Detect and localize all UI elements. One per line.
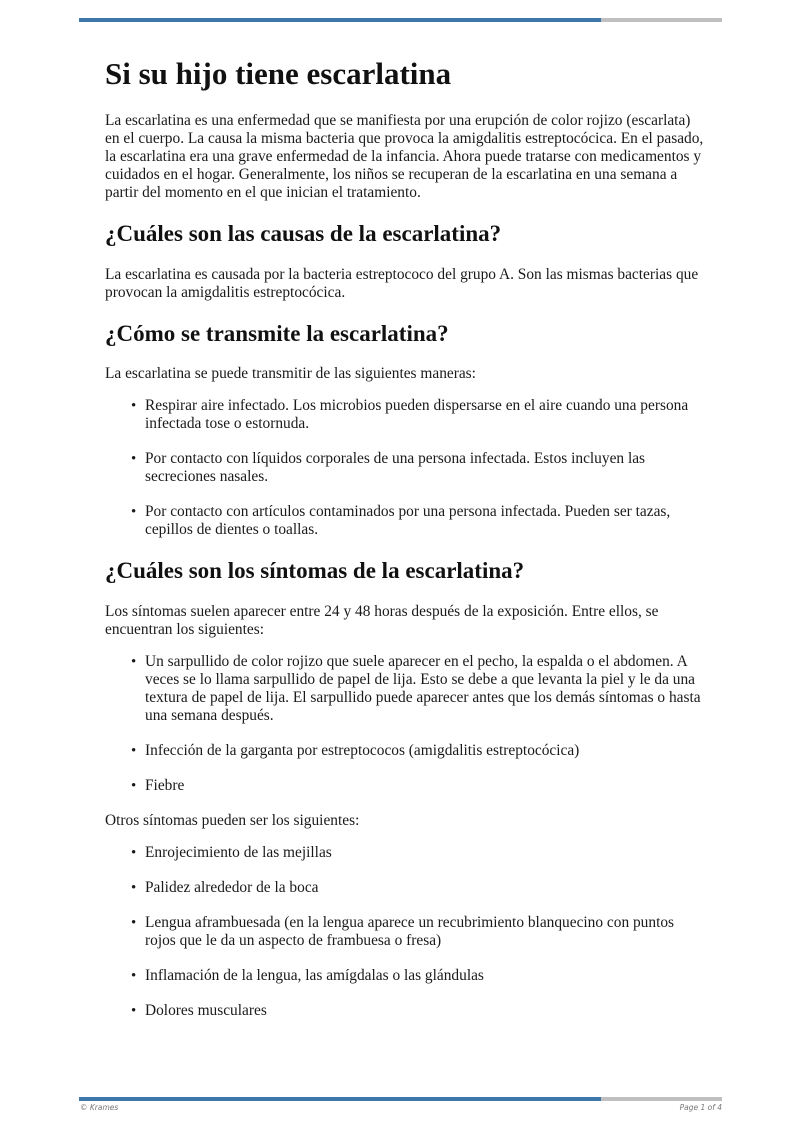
document-body xyxy=(105,55,705,1037)
list-item: • Por contacto con artículos contaminados por una persona infectada. Pueden ser tazas, cepillos de dientes o toallas. xyxy=(145,503,705,539)
list-item: • Inflamación de la lengua, las amígdalas o las glándulas xyxy=(145,967,705,985)
list-item: • Dolores musculares xyxy=(145,1002,705,1020)
section-heading-symptoms: ¿Cuáles son los síntomas de la escarlatina? xyxy=(105,558,525,584)
footer-rule-gray xyxy=(601,1097,722,1101)
section-heading-transmission: ¿Cómo se transmite la escarlatina? xyxy=(105,320,449,346)
section-heading-causes: ¿Cuáles son las causas de la escarlatina? xyxy=(105,221,502,247)
symptoms-list xyxy=(105,653,705,795)
header-rule xyxy=(79,18,722,22)
section-paragraph-symptoms: Los síntomas suelen aparecer entre 24 y 48 horas después de la exposición. Entre ellos, se encuentran los siguientes: xyxy=(105,602,659,638)
header-rule-gray xyxy=(601,18,722,22)
list-item: • Palidez alrededor de la boca xyxy=(145,879,705,897)
footer-rule-accent xyxy=(79,1097,601,1101)
list-item: • Lengua aframbuesada (en la lengua aparece un recubrimiento blanquecino con puntos rojos que le da un aspecto de frambuesa o fresa) xyxy=(145,914,705,950)
list-item: • Respirar aire infectado. Los microbios pueden dispersarse en el aire cuando una persona infectada tose o estornuda. xyxy=(145,397,705,433)
section-paragraph-causes: La escarlatina es causada por la bacteria estreptococo del grupo A. Son las mismas bacterias que provocan la amigdalitis estreptocócica. xyxy=(105,265,699,301)
list-item: • Por contacto con líquidos corporales de una persona infectada. Estos incluyen las secreciones nasales. xyxy=(145,450,705,486)
list-item: • Enrojecimiento de las mejillas xyxy=(145,844,705,862)
transmission-list xyxy=(105,397,705,539)
footer-copyright: © Krames xyxy=(80,1103,119,1112)
page-title: Si su hijo tiene escarlatina xyxy=(105,56,452,91)
header-rule-accent xyxy=(79,18,601,22)
list-item: • Fiebre xyxy=(145,777,705,795)
intro-paragraph: La escarlatina es una enfermedad que se manifiesta por una erupción de color rojizo (escarlata) en el cuerpo. La causa la misma bacteria que provoca la amigdalitis estreptocócica. En el pasado, la escarlatina era una grave enfermedad de la infancia. Ahora puede tratarse con medicamentos y cuidados en el hogar. Generalmente, los niños se recuperan de la escarlatina en una semana a partir del momento en el que inician el tratamiento. xyxy=(105,112,704,202)
list-item: • Infección de la garganta por estreptococos (amigdalitis estreptocócica) xyxy=(145,742,705,760)
list-item: • Un sarpullido de color rojizo que suele aparecer en el pecho, la espalda o el abdomen. A veces se lo llama sarpullido de papel de lija. Esto se debe a que levanta la piel y le da una textura de papel de lija. El sarpullido puede aparecer antes que los demás síntomas o hasta una semana después. xyxy=(145,653,705,725)
footer-rule xyxy=(79,1097,722,1101)
other-symptoms-paragraph: Otros síntomas pueden ser los siguientes: xyxy=(105,811,360,829)
section-paragraph-transmission: La escarlatina se puede transmitir de las siguientes maneras: xyxy=(105,365,476,383)
other-symptoms-list xyxy=(105,844,705,1020)
footer-page-number: Page 1 of 4 xyxy=(679,1103,722,1112)
